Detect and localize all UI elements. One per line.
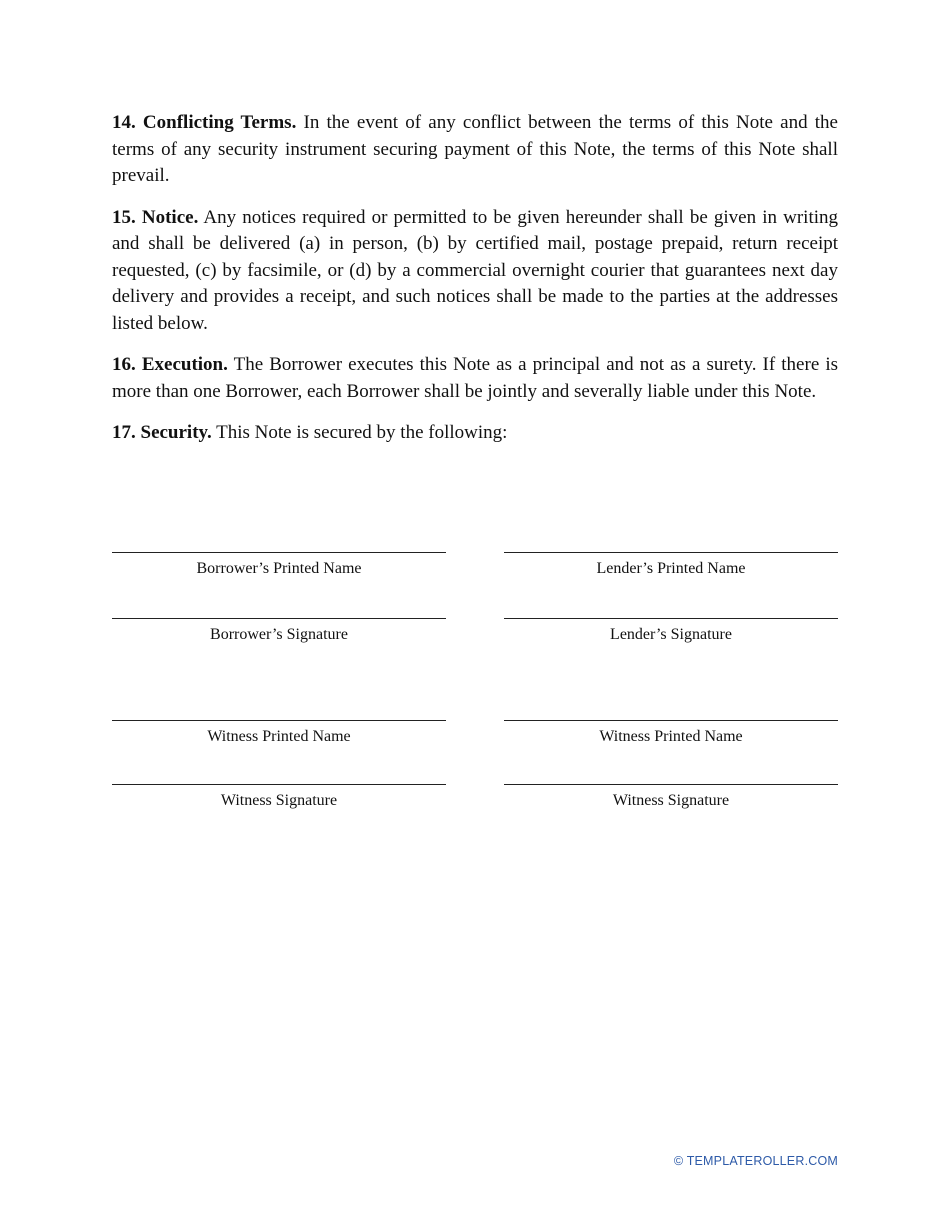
witness1-printed-name-block (112, 720, 446, 747)
section-execution (112, 352, 838, 405)
section-conflicting-terms (112, 110, 838, 190)
section-notice (112, 205, 838, 338)
borrower-printed-name-label: Borrower’s Printed Name (196, 560, 362, 577)
lender-printed-name-line[interactable] (504, 552, 838, 553)
witness2-printed-name-label: Witness Printed Name (599, 728, 743, 745)
footer-brand-link[interactable]: TEMPLATEROLLER.COM (686, 1154, 838, 1168)
section-heading: 16. Execution. (112, 354, 228, 375)
section-text: In the event of any conflict between the terms of this Note and the terms of any security instrument securing payment of this Note, the terms of this Note shall prevail. (112, 112, 838, 186)
witness1-signature-label: Witness Signature (220, 792, 338, 809)
footer-watermark (674, 1154, 838, 1168)
section-heading: 14. Conflicting Terms. (112, 112, 297, 133)
witness2-signature-line[interactable] (504, 784, 838, 785)
witness1-signature-block (112, 784, 446, 811)
copyright-symbol: © (673, 1154, 684, 1168)
borrower-printed-name-block (112, 552, 446, 579)
section-text: This Note is secured by the following: (211, 422, 508, 443)
section-text: The Borrower executes this Note as a principal and not as a surety. If there is more than one Borrower, each Borrower shall be jointly and severally liable under this Note. (112, 354, 839, 402)
witness2-printed-name-line[interactable] (504, 720, 838, 721)
borrower-signature-label: Borrower’s Signature (210, 626, 348, 643)
borrower-signature-block (112, 618, 446, 645)
section-heading: 17. Security. (112, 422, 212, 443)
section-heading: 15. Notice. (112, 206, 199, 228)
lender-printed-name-label: Lender’s Printed Name (596, 560, 746, 577)
lender-printed-name-block (504, 552, 838, 579)
witness2-signature-label: Witness Signature (612, 792, 730, 809)
borrower-printed-name-line[interactable] (112, 552, 446, 553)
borrower-signature-line[interactable] (112, 618, 446, 619)
witness1-signature-line[interactable] (112, 784, 446, 785)
lender-signature-label: Lender’s Signature (610, 626, 732, 643)
section-security (112, 420, 838, 447)
witness1-printed-name-line[interactable] (112, 720, 446, 721)
section-text: Any notices required or permitted to be given hereunder shall be given in writing and shall be delivered (a) in person, (b) by certified mail, postage prepaid, return receipt requested, (c) by facsimile, or (d) by a commercial overnight courier that guarantees next day delivery and provides a receipt, and such notices shall be made to the parties at the addresses listed below. (112, 206, 839, 334)
witness2-printed-name-block (504, 720, 838, 747)
document-body (112, 110, 838, 462)
witness1-printed-name-label: Witness Printed Name (207, 728, 351, 745)
lender-signature-block (504, 618, 838, 645)
witness2-signature-block (504, 784, 838, 811)
lender-signature-line[interactable] (504, 618, 838, 619)
